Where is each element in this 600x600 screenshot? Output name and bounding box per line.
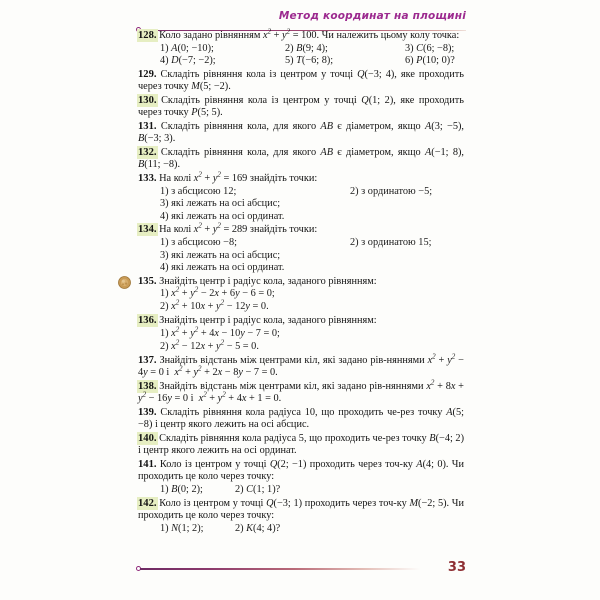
exercise-text: Знайдіть відстань між центрами кіл, які задано рів‑няннями $x^2 + y^2 - 4y = 0$ і $x^2 + y^2 + 2x - 8y - 7 = 0$.	[138, 352, 464, 378]
sub-item: 1) A(0; −10);	[160, 42, 214, 54]
exercise-statement	[138, 121, 464, 146]
exercise-statement	[138, 498, 464, 523]
running-head-title: Метод координат на площині	[278, 10, 466, 22]
exercise-item	[138, 498, 464, 535]
exercise-number: 137.	[138, 354, 157, 366]
exercise-item	[138, 433, 464, 458]
exercise-statement	[138, 459, 464, 484]
sub-item-list	[138, 237, 464, 274]
exercise-statement	[138, 433, 464, 458]
exercise-statement	[138, 69, 464, 94]
exercise-item	[138, 170, 464, 223]
exercise-number: 136.	[138, 315, 157, 327]
exercise-statement	[138, 352, 464, 380]
exercise-text: Складіть рівняння кола радіуса 10, що проходить че‑рез точку A(5; −8) і центр якого лежить на осі абсцис.	[138, 406, 464, 431]
sub-item-row	[138, 250, 464, 262]
sub-item: 2) з ординатою −5;	[350, 186, 433, 198]
exercise-number: 134.	[138, 224, 157, 236]
sub-item: 4) які лежать на осі ординат.	[160, 210, 285, 222]
exercise-item	[138, 352, 464, 380]
exercise-statement	[138, 147, 464, 172]
equation-row: 2) $x^2 - 12x + y^2 - 5 = 0$.	[160, 338, 259, 352]
exercise-number: 142.	[138, 497, 157, 509]
sub-item: 1) з абсцисою −8;	[160, 237, 237, 249]
exercise-text: Складіть рівняння кола, для якого AB є діаметром, якщо A(−1; 8), B(11; −8).	[138, 147, 464, 171]
sub-item: 3) які лежать на осі абсцис;	[160, 198, 281, 210]
exercise-text: Складіть рівняння кола із центром у точці Q(1; 2), яке проходить через точку P(5; 5).	[138, 94, 464, 119]
exercise-number: 128.	[138, 30, 157, 41]
exercise-statement	[138, 170, 464, 185]
exercise-item	[138, 69, 464, 94]
sub-item: 2) K(4; 4)?	[235, 522, 281, 534]
exercise-number: 129.	[138, 68, 157, 80]
sub-item-row	[138, 484, 464, 496]
sub-item: 2) з ординатою 15;	[350, 237, 432, 249]
sub-item-row	[138, 237, 464, 249]
exercise-text: Знайдіть відстань між центрами кіл, які задано рів‑няннями $x^2 + 8x + y^2 - 16y = 0$ і $x^2 + y^2 + 4x + 1 = 0$.	[138, 378, 464, 404]
equation-row: 1) $x^2 + y^2 + 4x - 10y - 7 = 0$;	[160, 325, 280, 339]
sub-item-row	[138, 198, 464, 210]
exercise-number: 133.	[138, 173, 157, 185]
exercise-number: 141.	[138, 458, 157, 470]
exercise-statement	[138, 95, 464, 120]
equation-list	[138, 325, 464, 353]
exercise-item	[138, 224, 464, 274]
sub-item: 1) з абсцисою 12;	[160, 186, 237, 198]
sub-item: 3) C(6; −8);	[405, 42, 455, 54]
sub-item-row	[138, 186, 464, 198]
exercise-item	[138, 95, 464, 120]
exercise-text: Складіть рівняння кола із центром у точці Q(−3; 4), яке проходить через точку M(5; −2).	[138, 68, 464, 93]
exercise-item	[138, 459, 464, 496]
exercise-text: На колі $x^2 + y^2 = 289$ знайдіть точки:	[159, 222, 318, 236]
sub-item: 5) T(−6; 8);	[285, 55, 334, 67]
sub-item-row	[138, 55, 464, 67]
exercise-number: 139.	[138, 406, 157, 418]
sub-item: 2) C(1; 1)?	[235, 484, 281, 496]
footer-rule-line	[140, 568, 420, 570]
page-footer	[136, 560, 466, 586]
sub-item-row	[138, 523, 464, 535]
exercise-number: 130.	[138, 94, 157, 106]
sub-item-list	[138, 523, 464, 535]
exercise-item	[138, 315, 464, 353]
exercise-text: Знайдіть центр і радіус кола, заданого рівнянням:	[159, 275, 377, 287]
sub-item-row	[138, 211, 464, 223]
exercise-item	[138, 378, 464, 406]
exercise-number: 132.	[138, 147, 157, 159]
exercise-number: 138.	[138, 380, 157, 392]
exercise-list	[138, 27, 465, 537]
exercise-text: Складіть рівняння кола радіуса 5, що проходить че‑рез точку B(−4; 2) і центр якого лежить на осі ординат.	[138, 432, 465, 457]
sub-item: 3) які лежать на осі абсцис;	[160, 249, 281, 261]
exercise-item	[138, 121, 464, 146]
exercise-item	[138, 27, 464, 67]
sub-item: 4) які лежать на осі ординат.	[160, 261, 285, 273]
exercise-statement	[138, 378, 464, 406]
exercise-number: 131.	[138, 121, 157, 133]
exercise-statement	[138, 224, 464, 236]
sub-item-row	[138, 262, 464, 274]
exercise-item	[138, 407, 464, 432]
exercise-text: Складіть рівняння кола, для якого AB є діаметром, якщо A(3; −5), B(−3; 3).	[138, 121, 464, 145]
sub-item: 1) B(0; 2);	[160, 484, 203, 496]
page-number: 33	[447, 560, 466, 575]
sub-item-list	[138, 186, 464, 223]
sub-item-row	[138, 43, 464, 55]
equation-row: 2) $x^2 + 10x + y^2 - 12y = 0$.	[160, 298, 269, 313]
rosette-badge-icon	[118, 276, 131, 289]
exercise-text: Коло задано рівнянням $x^2 + y^2 = 100$. Чи належить цьому колу точка:	[159, 27, 460, 41]
equation-list	[138, 288, 464, 313]
exercise-item	[138, 276, 464, 314]
exercise-statement	[138, 27, 464, 42]
exercise-text: Знайдіть центр і радіус кола, заданого рівнянням:	[159, 315, 377, 327]
sub-item: 1) N(1; 2);	[160, 522, 204, 534]
exercise-item	[138, 147, 464, 172]
exercise-statement	[138, 407, 464, 432]
exercise-text: Коло із центром у точці Q(−3; 1) проходить через точ‑ку M(−2; 5). Чи проходить це коло через точку:	[138, 497, 465, 522]
exercise-statement	[138, 276, 464, 288]
exercise-statement	[138, 315, 464, 327]
sub-item: 2) B(9; 4);	[285, 42, 328, 54]
exercise-text: Коло із центром у точці Q(2; −1) проходить через точ‑ку A(4; 0). Чи проходить це коло через точку:	[138, 458, 464, 483]
equation-row: 1) $x^2 + y^2 - 2x + 6y - 6 = 0$;	[160, 286, 275, 300]
sub-item-list	[138, 484, 464, 496]
exercise-number: 140.	[138, 432, 157, 444]
sub-item-list	[138, 43, 464, 68]
exercise-text: На колі $x^2 + y^2 = 169$ знайдіть точки:	[159, 170, 318, 185]
sub-item: 4) D(−7; −2);	[160, 55, 216, 67]
exercise-number: 135.	[138, 275, 157, 287]
sub-item: 6) P(10; 0)?	[405, 55, 455, 67]
